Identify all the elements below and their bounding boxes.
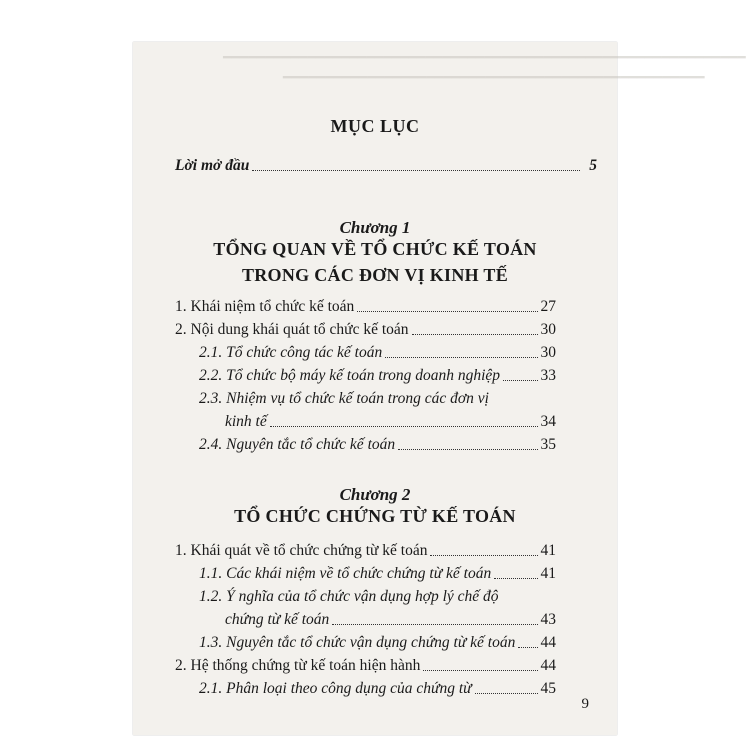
book-page: [133, 42, 746, 735]
dot-leader: [423, 669, 537, 671]
toc-entry[interactable]: 2.1. Tổ chức công tác kế toán 30: [199, 344, 556, 361]
toc-entry[interactable]: chứng từ kế toán 43: [225, 611, 556, 628]
bleed-through-line: ━━━━━━━━━━━━━━━━━━━━━━━━━━━━━━━━━━━━━━━━━━━━━━━━━━: [283, 71, 705, 86]
dot-leader: [503, 379, 537, 381]
toc-entry[interactable]: kinh tế 34: [225, 413, 556, 430]
dot-leader: [412, 333, 538, 335]
chapter-1-label: Chương 1: [339, 218, 411, 237]
toc-entry-intro[interactable]: Lời mở đầu 5: [175, 157, 597, 174]
toc-entry[interactable]: 2.1. Phân loại theo công dụng của chứng từ 45: [199, 680, 556, 697]
toc-entry[interactable]: 1. Khái niệm tổ chức kế toán 27: [175, 298, 556, 315]
dot-leader: [332, 623, 537, 625]
toc-entry[interactable]: 2.4. Nguyên tắc tổ chức kế toán 35: [199, 436, 556, 453]
page-number: 9: [581, 696, 589, 712]
dot-leader: [252, 169, 580, 171]
dot-leader: [430, 554, 537, 556]
toc-entry-label: 2.3. Nhiệm vụ tổ chức kế toán trong các đơn vị: [199, 390, 489, 407]
toc-entry[interactable]: 2.2. Tổ chức bộ máy kế toán trong doanh nghiệp 33: [199, 367, 556, 384]
dot-leader: [475, 692, 538, 694]
dot-leader: [398, 448, 537, 450]
dot-leader: [385, 356, 537, 358]
toc-entry[interactable]: 1.1. Các khái niệm về tổ chức chứng từ kế toán 41: [199, 565, 556, 582]
chapter-1-title-line1: TỔNG QUAN VỀ TỔ CHỨC KẾ TOÁN: [213, 239, 537, 259]
dot-leader: [518, 646, 537, 648]
toc-entry[interactable]: 1. Khái quát về tổ chức chứng từ kế toán 41: [175, 542, 556, 559]
dot-leader: [494, 577, 537, 579]
dot-leader: [270, 425, 538, 427]
toc-entry[interactable]: 2. Nội dung khái quát tổ chức kế toán 30: [175, 321, 556, 338]
toc-entry-label: 1.2. Ý nghĩa của tổ chức vận dụng hợp lý chế độ: [199, 588, 499, 605]
toc-entry[interactable]: 2. Hệ thống chứng từ kế toán hiện hành 44: [175, 657, 556, 674]
toc-title: MỤC LỤC: [330, 116, 420, 136]
bleed-through-line: ━━━━━━━━━━━━━━━━━━━━━━━━━━━━━━━━━━━━━━━━━━━━━━━━━━━━━━━━━━━━━━: [223, 51, 746, 66]
chapter-1-title-line2: TRONG CÁC ĐƠN VỊ KINH TẾ: [241, 265, 509, 285]
dot-leader: [357, 310, 537, 312]
toc-entry[interactable]: 1.3. Nguyên tắc tổ chức vận dụng chứng từ kế toán 44: [199, 634, 556, 651]
chapter-2-label: Chương 2: [339, 485, 411, 504]
chapter-2-title: TỔ CHỨC CHỨNG TỪ KẾ TOÁN: [234, 506, 516, 526]
